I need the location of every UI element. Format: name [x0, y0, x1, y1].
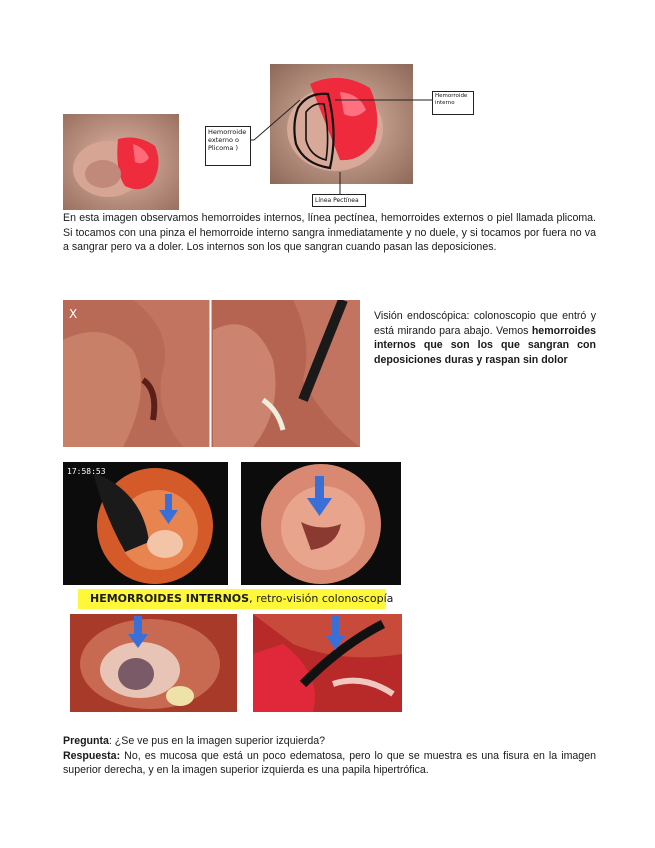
retro-photo-bottom-right-drawing	[253, 614, 402, 712]
annotation-lines	[0, 0, 655, 220]
endo-x-mark: X	[69, 307, 78, 321]
retro-photo-bottom-left-drawing	[70, 614, 237, 712]
note-linea-pectinea: Línea Pectínea	[312, 194, 366, 207]
retro-photo-bottom-left	[70, 614, 237, 712]
retro-photo-right	[241, 462, 401, 585]
arrow-shaft	[134, 616, 142, 634]
retro-photo-bottom-right	[253, 614, 402, 712]
caption-bold: HEMORROIDES INTERNOS	[90, 592, 250, 605]
paragraph-endoscopic	[374, 309, 596, 367]
qa-block	[63, 734, 596, 778]
question-label: Pregunta	[63, 735, 109, 747]
paragraph-description: En esta imagen observamos hemorroides internos, línea pectínea, hemorroides externos o piel llamada plicoma. Si tocamos con una pinza el hemorroide interno sangra inmediatamente y no duele, y si tocamos por fuera no va a sangrar pero va a doler. Los internos son los que sangran cuando pasan las deposiciones.	[63, 212, 596, 253]
answer-label: Respuesta:	[63, 749, 121, 762]
endoscopic-photo-drawing	[63, 300, 360, 447]
answer-text: No, es mucosa que está un poco edematosa, pero lo que se muestra es una fisura en la imagen superior derecha, y en la imagen superior izquierda es una papila hipertrófica.	[63, 749, 596, 776]
retro-photo-left-drawing	[63, 462, 228, 585]
retro-photo-left	[63, 462, 228, 585]
note-hemorroide-interno: Hemorroide interno	[432, 91, 474, 115]
question-text: : ¿Se ve pus en la imagen superior izquierda?	[108, 735, 326, 747]
endoscopic-bold: hemorroides internos que son los que sangran con deposiciones duras y raspan sin dolor	[374, 324, 596, 366]
retro-timestamp: 17:58:53	[67, 467, 106, 476]
retro-photo-right-drawing	[241, 462, 401, 585]
arrow-shaft	[332, 616, 339, 636]
endoscopic-photo	[63, 300, 360, 447]
endoscopic-intro: Visión endoscópica: colonoscopio que entró y está mirando para abajo. Vemos	[374, 310, 596, 337]
caption-rest: , retro-visión colonoscopía	[249, 592, 394, 605]
arrow-shaft	[315, 476, 324, 498]
caption-retro-vision	[78, 589, 394, 609]
note-hemorroide-externo: Hemorroide externo o Plicoma )	[205, 126, 251, 166]
arrow-shaft	[165, 494, 172, 510]
